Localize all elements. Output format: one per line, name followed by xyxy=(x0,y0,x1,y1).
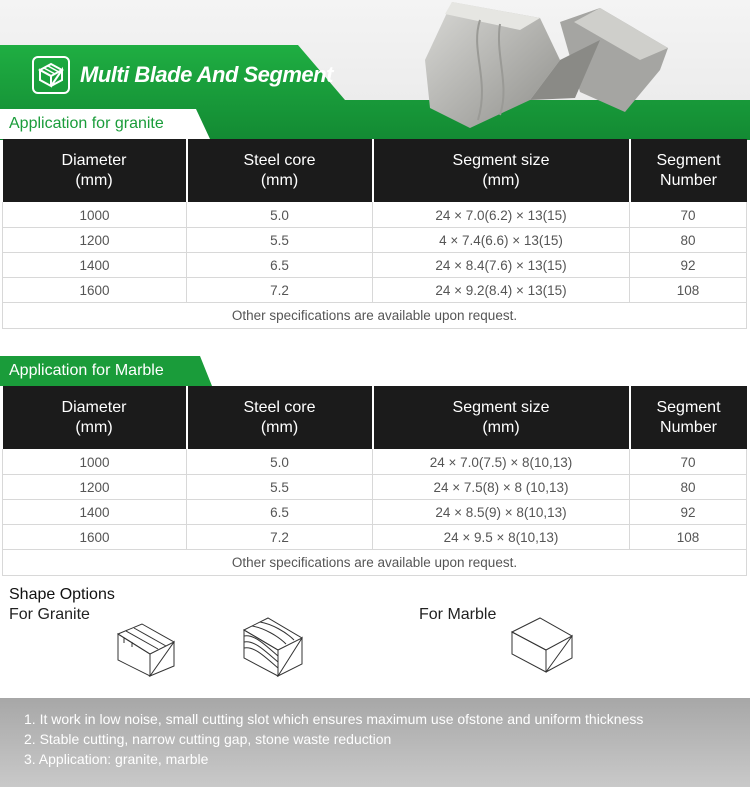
header-segment-number: Segment Number xyxy=(630,139,747,202)
header-diameter: Diameter (mm) xyxy=(3,386,187,449)
header-segment-size: Segment size (mm) xyxy=(373,139,630,202)
granite-section-label: Application for granite xyxy=(9,115,164,132)
header-segment-size: Segment size (mm) xyxy=(373,386,630,449)
banner-title: Multi Blade And Segment xyxy=(80,62,333,87)
marble-spec-table xyxy=(2,386,747,576)
table-note-row xyxy=(3,550,747,576)
header-steel-core: Steel core (mm) xyxy=(187,139,373,202)
feature-item: 2. Stable cutting, narrow cutting gap, stone waste reduction xyxy=(24,731,392,747)
table-header-row xyxy=(3,139,747,202)
header-banner xyxy=(0,0,750,140)
table-row: 1200 5.5 24 × 7.5(8) × 8 (10,13) 80 xyxy=(3,475,747,500)
segment-logo-icon xyxy=(32,56,70,94)
marble-note: Other specifications are available upon request. xyxy=(3,550,747,576)
header-segment-number: Segment Number xyxy=(630,386,747,449)
header-diameter: Diameter (mm) xyxy=(3,139,187,202)
segment-plain-icon xyxy=(506,612,576,676)
segment-wavy-icon xyxy=(238,612,308,680)
table-row: 1600 7.2 24 × 9.2(8.4) × 13(15) 108 xyxy=(3,278,747,303)
features-footer xyxy=(0,698,750,787)
segment-stepped-icon xyxy=(112,618,182,680)
header-steel-core: Steel core (mm) xyxy=(187,386,373,449)
feature-item: 1. It work in low noise, small cutting slot which ensures maximum use ofstone and uniform thickness xyxy=(24,711,644,727)
table-row: 1400 6.5 24 × 8.5(9) × 8(10,13) 92 xyxy=(3,500,747,525)
table-row: 1600 7.2 24 × 9.5 × 8(10,13) 108 xyxy=(3,525,747,550)
granite-spec-table xyxy=(2,139,747,329)
table-header-row xyxy=(3,386,747,449)
table-row: 1200 5.5 4 × 7.4(6.6) × 13(15) 80 xyxy=(3,228,747,253)
granite-note: Other specifications are available upon request. xyxy=(3,303,747,329)
marble-section-label: Application for Marble xyxy=(9,362,164,379)
table-note-row xyxy=(3,303,747,329)
table-row: 1000 5.0 24 × 7.0(6.2) × 13(15) 70 xyxy=(3,202,747,228)
for-marble-label: For Marble xyxy=(419,606,497,623)
table-row: 1000 5.0 24 × 7.0(7.5) × 8(10,13) 70 xyxy=(3,449,747,475)
shape-options-title: Shape Options xyxy=(9,586,115,603)
for-granite-label: For Granite xyxy=(9,606,90,623)
feature-item: 3. Application: granite, marble xyxy=(24,751,209,767)
table-row: 1400 6.5 24 × 8.4(7.6) × 13(15) 92 xyxy=(3,253,747,278)
